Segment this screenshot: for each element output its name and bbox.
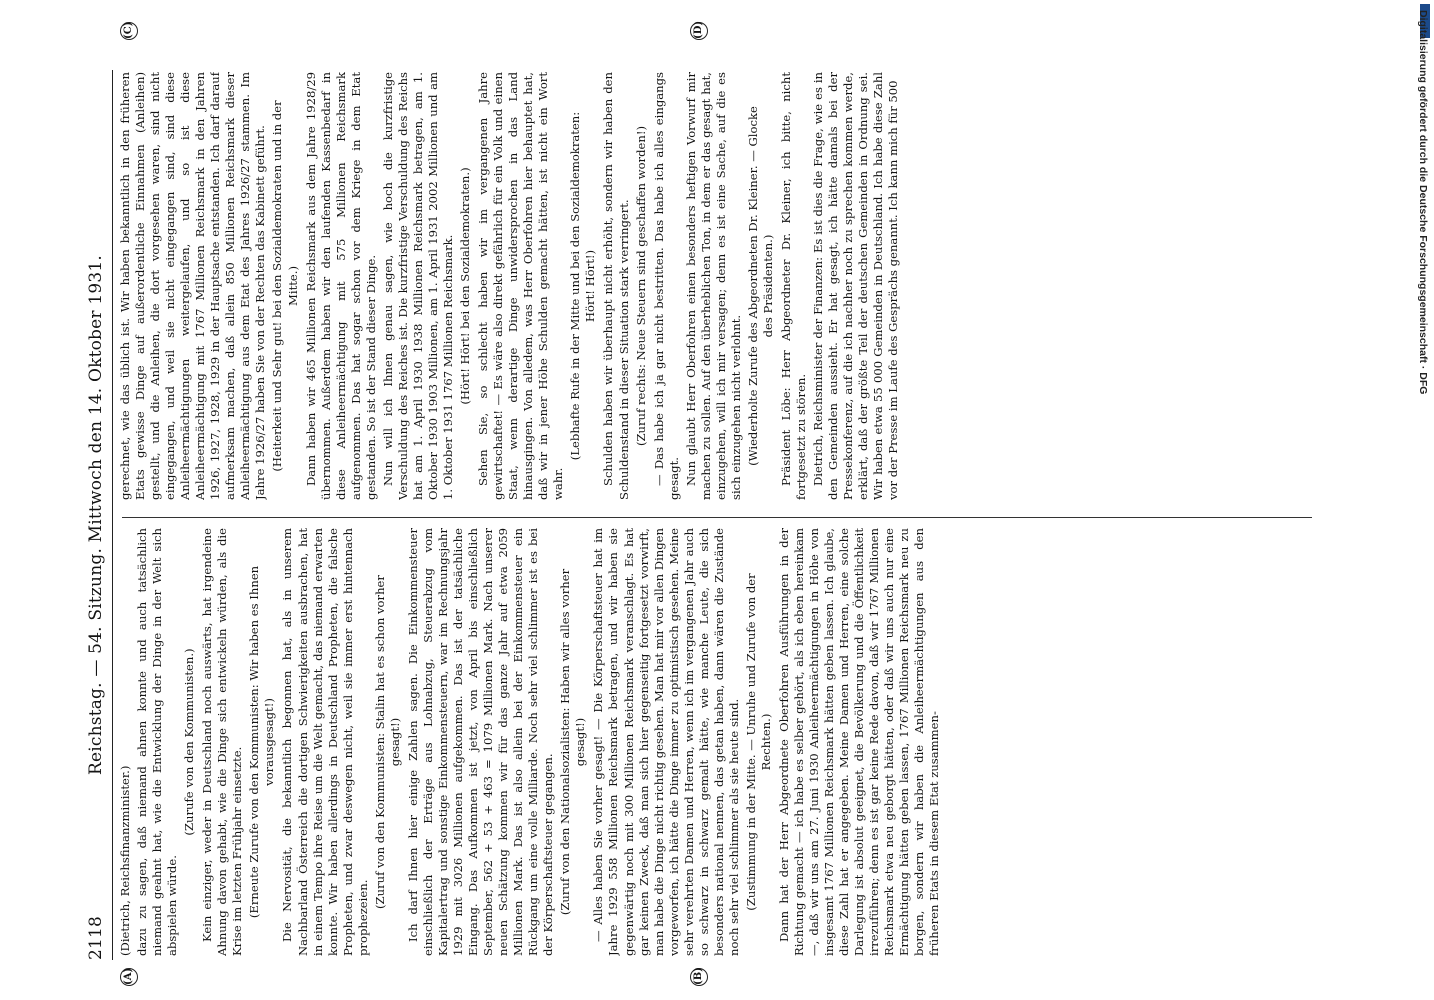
paragraph: Kein einziger, weder in Deutschland noch auswärts, hat irgendeine Ahnung davon gehabt, wie die Dinge sich entwickeln würden, als die Krise im letzten Frühjahr einsetzte. — [200, 528, 245, 956]
header-rule — [112, 70, 113, 960]
margin-mark-c: (C) — [120, 22, 138, 40]
margin-mark-a: (A) — [120, 968, 138, 986]
paragraph: Dann hat der Herr Abgeordnete Oberfohren Ausführungen in der Richtung gemacht — ich habe es selber gehört, als ich eben hereinkam —, daß wir uns am 27. Juni 1930 Anleiheermächtigungen in Höhe von insgesamt 1767 Millionen Reichsmark hätten geben lassen. Ich glaube, diese Zahl hat er angegeben. Meine Damen und Herren, eine solche Darlegung ist absolut geeignet, die Bevölkerung und die Öffentlichkeit irrezuführen; denn es ist gar keine Rede davon, daß wir 1767 Millionen Reichsmark etwa neu geborgt hätten, oder daß wir uns auch nur eine Ermächtigung hätten geben lassen, 1767 Millionen Reichsmark neu zu borgen, sondern wir haben die Anleiheermächtigungen aus den früheren Etats in diesem Etat zusammen- — [776, 528, 942, 956]
paragraph: gerechnet, wie das üblich ist. Wir haben bekanntlich in den früheren Etats gewisse Dinge auf außerordentliche Einnahmen (Anleihen) gestellt, und die Anleihen, die dort vorgesehen waren, sind nicht eingegangen, und weil sie nicht eingegangen sind, sind diese Anleiheermächtigungen weitergelaufen, und so ist diese Anleiheermächtigung mit 1767 Millionen Reichsmark in den Jahren 1926, 1927, 1928, 1929 in der Hauptsache entstanden. Ich darf darauf aufmerksam machen, daß allein 850 Millionen Reichsmark dieser Anleiheermächtigung aus dem Etat des Jahres 1926/27 stammen. Im Jahre 1926/27 haben Sie von der Rechten das Kabinett geführt. — [118, 72, 268, 500]
paragraph: Die Nervosität, die bekanntlich begonnen hat, als in unserem Nachbarland Österreich die dortigen Schwierigkeiten ausbrachen, hat in einem Tempo ihre Reise um die Welt gemacht, das niemand erwarten konnte. Wir haben allerdings in Deutschland Propheten, die falsche Propheten, und zwar deswegen nicht, weil sie immer erst hintennach prophezeien. — [280, 528, 370, 956]
paragraph: — Das habe ich ja gar nicht bestritten. Das habe ich alles eingangs gesagt. — [651, 72, 681, 500]
page-number: 2118 — [86, 915, 106, 960]
digitization-credit-text: Digitalisierung gefördert durch die Deutsche Forschungsgemeinschaft · DFG — [1417, 10, 1429, 395]
paragraph: Sehen Sie, so schlecht haben wir im vergangenen Jahre gewirtschaftet! — Es wäre also direkt gefährlich für ein Volk und einen Staat, wenn derartige Dinge unwidersprochen in das Land hinausgingen. Von alledem, was Herr Oberfohren hier behauptet hat, daß wir in jener Höhe Schulden gemacht hätten, ist nicht ein Wort wahr. — [476, 72, 566, 500]
column-divider — [122, 517, 1312, 518]
right-column — [118, 72, 1318, 500]
left-column — [118, 528, 1318, 956]
paragraph: Dann haben wir 465 Millionen Reichsmark aus dem Jahre 1928/29 übernommen. Außerdem haben wir den laufenden Kassenbedarf in diese Anleiheermächtigung mit 575 Millionen Reichsmark aufgenommen. Das hat sogar schon vor dem Kriege in dem Etat gestanden. So ist der Stand dieser Dinge. — [303, 72, 378, 500]
paragraph: — Alles haben Sie vorher gesagt! — Die Körperschaftsteuer hat im Jahre 1929 558 Millionen Reichsmark betragen, und wir haben sie gegenwärtig noch mit 300 Millionen Reichsmark veranschlagt. Es hat gar keinen Zweck, daß man sich hier gegenseitig fortgesetzt vorwirft, man habe die Dinge nicht richtig gesehen. Man hat mir vor allen Dingen vorgeworfen, ich hätte die Dinge immer zu optimistisch gesehen. Meine sehr verehrten Damen und Herren, wenn ich im vergangenen Jahr auch so schwarz in schwarz gemalt hätte, wie manche Leute, die sich besonders national nennen, das getan haben, dann wären die Zustände noch sehr viel schlimmer als sie heute sind. — [591, 528, 741, 956]
paragraph: Nun will ich Ihnen genau sagen, wie hoch die kurzfristige Verschuldung des Reiches ist. Die kurzfristige Verschuldung des Reichs hat am 1. April 1930 1938 Millionen Reichsmark betragen, am 1. Oktober 1930 1903 Millionen, am 1. April 1931 2002 Millionen und am 1. Oktober 1931 1767 Millionen Reichsmark. — [380, 72, 455, 500]
interjection: (Zuruf rechts: Neue Steuern sind geschaffen worden!) — [633, 125, 648, 447]
interjection: (Zurufe von den Kommunisten.) — [182, 648, 197, 836]
interjection: (Lebhafte Rufe in der Mitte und bei den Sozialdemokraten: Hört! Hört!) — [568, 111, 598, 461]
interjection: (Zuruf von den Kommunisten: Stalin hat es schon vorher gesagt!) — [372, 575, 402, 909]
interjection: (Wiederholte Zurufe des Abgeordneten Dr. Kleiner. — Glocke des Präsidenten.) — [745, 106, 775, 466]
paragraph: Dietrich, Reichsminister der Finanzen: Es ist dies die Frage, wie es in den Gemeinden aussieht. Er hat gesagt, ich hätte damals bei der Pressekonferenz, auf die ich nachher noch zu sprechen kommen werde, erklärt, daß der größte Teil der deutschen Gemeinden in Ordnung sei. Wir haben etwa 55 000 Gemeinden in Deutschland. Ich habe diese Zahl vor der Presse im Laufe des Gesprächs genannt. Ich kann mich für 500 — [811, 72, 901, 500]
interjection: (Erneute Zurufe von den Kommunisten: Wir haben es Ihnen vorausgesagt!) — [247, 565, 277, 919]
paragraph: Ich darf Ihnen hier einige Zahlen sagen. Die Einkommensteuer einschließlich der Erträge aus Lohnabzug, Steuerabzug vom Kapitalertrag und sonstige Einkommensteuern, war im Rechnungsjahr 1929 mit 3026 Millionen aufgekommen. Das ist der tatsächliche Eingang. Das Aufkommen ist jetzt, von April bis einschließlich September, 562 + 53 + 463 = 1079 Millionen Mark. Nach unserer neuen Schätzung kommen wir für das ganze Jahr auf etwa 2059 Millionen Mark. Das ist also allein bei der Einkommensteuer ein Rückgang um eine volle Milliarde. Noch sehr viel schlimmer ist es bei der Körperschaftsteuer gegangen. — [405, 528, 556, 956]
interjection: (Zuruf von den Nationalsozialisten: Haben wir alles vorher gesagt!) — [558, 568, 588, 916]
paragraph: dazu zu sagen, daß niemand ahnen konnte und auch tatsächlich niemand geahnt hat, wie die Entwicklung der Dinge in der Welt sich abspielen würde. — [135, 528, 180, 956]
paragraph: (Dietrich, Reichsfinanzminister.) — [118, 765, 132, 956]
interjection: (Hört! Hört! bei den Sozialdemokraten.) — [458, 167, 473, 405]
paragraph: Präsident Löbe: Herr Abgeordneter Dr. Kleiner, ich bitte, nicht fortgesetzt zu stören. — [778, 72, 809, 500]
page-title: Reichstag. — 54. Sitzung. Mittwoch den 14. Oktober 1931. — [86, 255, 106, 775]
interjection: (Heiterkeit und Sehr gut! bei den Sozialdemokraten und in der Mitte.) — [270, 100, 300, 472]
paragraph: Nun glaubt Herr Oberfohren einen besonders heftigen Vorwurf mir machen zu sollen. Auf den überheblichen Ton, in dem er das gesagt hat, einzugehen, will ich mir versagen; denn es ist eine Sache, auf die es sich einzugehen nicht verlohnt. — [683, 72, 743, 500]
margin-mark-d: (D) — [690, 22, 708, 40]
interjection: (Zustimmung in der Mitte. — Unruhe und Zurufe von der Rechten.) — [743, 573, 773, 911]
paragraph: Schulden haben wir überhaupt nicht erhöht, sondern wir haben den Schuldenstand in dieser Situation stark verringert. — [601, 72, 631, 500]
page-header — [84, 70, 110, 960]
margin-mark-b: (B) — [690, 968, 708, 986]
digitization-credit — [1414, 10, 1432, 990]
